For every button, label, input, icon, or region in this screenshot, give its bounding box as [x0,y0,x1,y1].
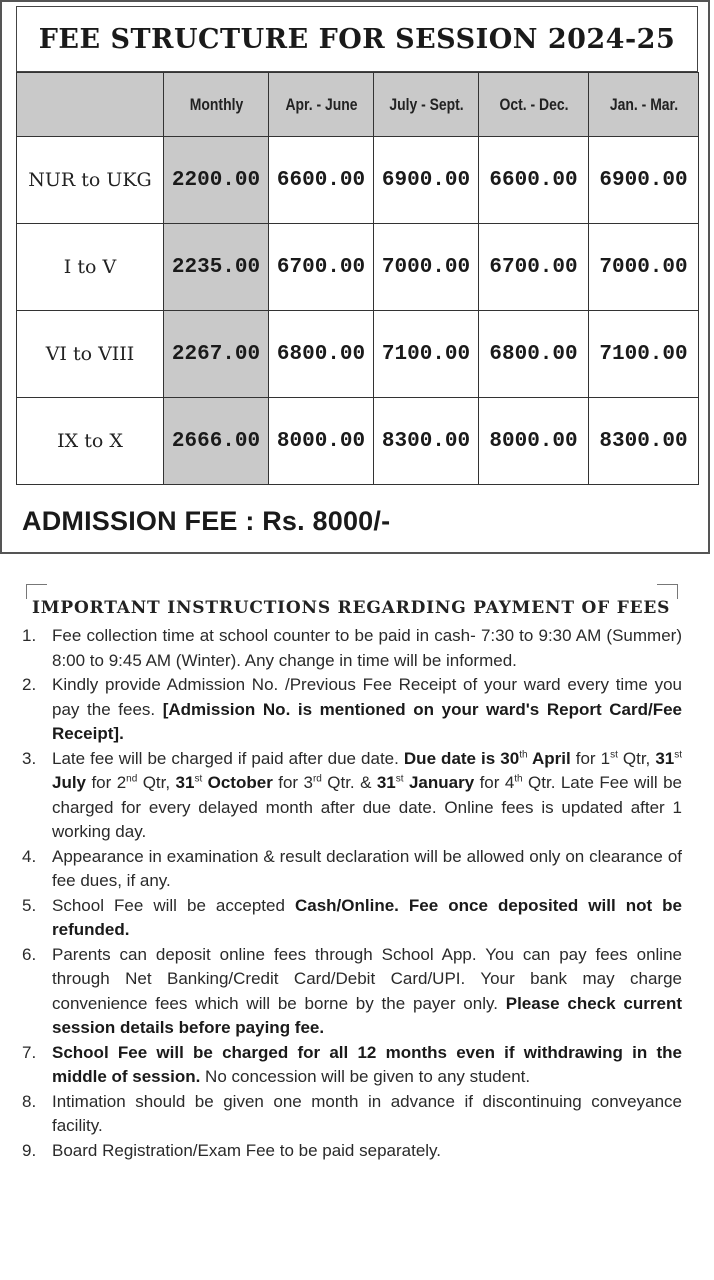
column-header: Apr. - June [278,73,364,137]
text-run: for 1 [570,748,611,768]
text-run: Qtr. & [321,773,377,792]
column-header: Oct. - Dec. [488,73,578,137]
bold-text-run: Cash/Online. Fee once deposited will not be refunded. [52,895,683,939]
list-item [22,894,682,943]
page-title: FEE STRUCTURE FOR SESSION 2024-25 [16,6,698,72]
superscript: nd [126,773,138,785]
text-run: for 4 [474,773,515,792]
item-number: 5. [22,895,37,915]
superscript: rd [312,773,322,785]
fee-structure-panel [0,0,710,554]
superscript: st [395,773,404,785]
list-item [22,845,682,894]
superscript: st [610,748,618,760]
fee-cell: 6900.00 [374,137,479,224]
superscript: th [519,748,528,760]
fee-cell: 6700.00 [479,224,589,311]
instructions-list [22,624,682,1163]
fee-cell: 6900.00 [589,137,699,224]
grade-cell: IX to X [17,398,164,485]
item-number: 7. [22,1042,37,1062]
bold-text-run: July [52,773,87,792]
fee-cell: 8300.00 [589,398,699,485]
item-text [52,1139,682,1164]
superscript: th [514,773,523,785]
fee-cell: 7000.00 [589,224,699,311]
bold-text-run: Due date is 30 [403,748,520,768]
table-row [17,137,699,224]
fee-cell: 2200.00 [164,137,269,224]
superscript: st [674,748,683,760]
text-run: Board Registration/Exam Fee to be paid separately. [52,1140,442,1160]
column-header [30,73,151,137]
superscript: st [194,773,203,785]
item-text [52,624,682,673]
table-row [17,311,699,398]
bold-text-run: 31 [655,748,675,768]
text-run: Intimation should be given one month in advance if discontinuing conveyance facility. [52,1091,682,1135]
text-run: Qtr, [137,773,176,792]
fee-cell: 8000.00 [269,398,374,485]
fee-table [16,72,699,485]
bold-text-run: October [202,773,273,792]
text-run: for 3 [272,773,313,792]
fee-cell: 8000.00 [479,398,589,485]
instructions-title: IMPORTANT INSTRUCTIONS REGARDING PAYMENT OF FEES [32,598,671,618]
column-header: Jan. - Mar. [598,73,688,137]
fee-cell: 8300.00 [374,398,479,485]
text-run: Qtr. Late Fee will be charged for every delayed month after due date. Online fees is updated after 1 working day. [52,773,682,841]
corner-bracket-left [26,584,47,599]
text-run: Fee collection time at school counter to be paid in cash- 7:30 to 9:30 AM (Summer) 8:00 to 9:45 AM (Winter). Any change in time will be informed. [52,626,682,670]
item-number: 4. [22,846,37,866]
fee-cell: 2267.00 [164,311,269,398]
corner-bracket-right [657,584,678,599]
bold-text-run: 31 [376,773,396,792]
bold-text-run: 31 [175,773,195,792]
text-run: Qtr, [617,748,656,768]
bold-text-run: April [531,748,571,768]
list-item [22,1041,682,1090]
item-number: 1. [22,626,37,645]
list-item [22,673,682,747]
fee-cell: 6800.00 [479,311,589,398]
fee-cell: 6800.00 [269,311,374,398]
text-run: Kindly provide Admission No. /Previous Fee Receipt of your ward every time you pay the fees. [52,675,682,719]
list-item [22,1090,682,1139]
list-item [22,747,682,845]
list-item [22,943,682,1041]
table-header-row [17,73,699,137]
column-header: July - Sept. [383,73,469,137]
item-text [52,747,682,845]
fee-cell: 7100.00 [374,311,479,398]
grade-cell: I to V [17,224,164,311]
column-header: Monthly [173,73,259,137]
fee-cell: 6600.00 [479,137,589,224]
table-row [17,398,699,485]
fee-cell: 6700.00 [269,224,374,311]
grade-cell: VI to VIII [17,311,164,398]
text-run: School Fee will be accepted [52,895,295,915]
fee-cell: 2666.00 [164,398,269,485]
admission-fee: ADMISSION FEE : Rs. 8000/- [22,506,391,536]
bold-text-run: [Admission No. is mentioned on your ward's Report Card/Fee Receipt]. [52,699,682,743]
item-text [52,1090,682,1139]
list-item [22,624,682,673]
text-run: for 2 [86,773,127,792]
list-item [22,1139,682,1164]
item-number: 3. [22,748,37,768]
item-text [52,894,682,943]
text-run: Appearance in examination & result declaration will be allowed only on clearance of fee dues, if any. [52,846,682,890]
fee-cell: 7000.00 [374,224,479,311]
bold-text-run: January [408,773,475,792]
text-run: No concession will be given to any student. [200,1067,531,1086]
fee-cell: 6600.00 [269,137,374,224]
item-text [52,673,682,747]
text-run: Late fee will be charged if paid after due date. [52,748,404,768]
item-text [52,1041,682,1090]
grade-cell: NUR to UKG [17,137,164,224]
item-number: 6. [22,944,37,964]
text-run: Parents can deposit online fees through School App. You can pay fees online through Net Banking/Credit Card/Debit Card/UPI. Your bank may charge convenience fees which will be borne by the payer only. [52,944,682,1013]
fee-cell: 2235.00 [164,224,269,311]
fee-cell: 7100.00 [589,311,699,398]
item-number: 2. [22,675,37,694]
item-text [52,845,682,894]
bold-text-run: Please check current session details before paying fee. [52,993,682,1037]
bold-text-run: School Fee will be charged for all 12 months even if withdrawing in the middle of session. [52,1042,682,1086]
table-row [17,224,699,311]
item-number: 9. [22,1140,37,1160]
item-text [52,943,682,1041]
item-number: 8. [22,1091,37,1111]
